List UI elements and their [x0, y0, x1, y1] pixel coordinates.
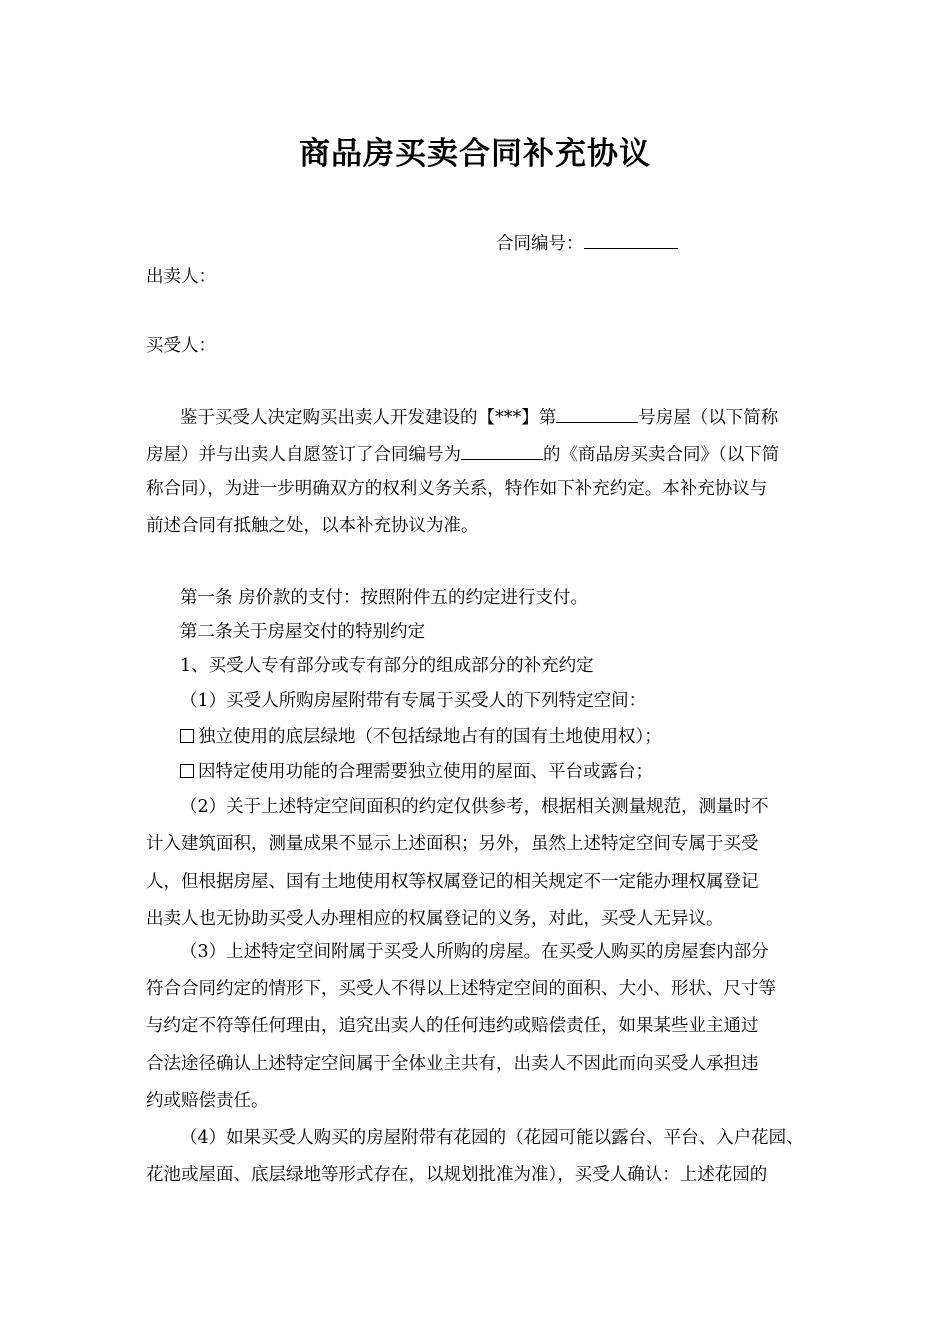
intro-text: 号房屋（以下简称: [638, 408, 779, 428]
clause-2-line: 出卖人也无协助买受人办理相应的权属登记的义务，对此，买受人无异议。: [146, 909, 724, 929]
checkbox[interactable]: [180, 764, 194, 778]
clause-1: （1）买受人所购房屋附带有专属于买受人的下列特定空间：: [180, 691, 647, 711]
contract-number-label: 合同编号：: [496, 234, 584, 254]
intro-text: 房屋）并与出卖人自愿签订了合同编号为: [146, 445, 461, 465]
option-ground-greenland[interactable]: [180, 725, 870, 749]
intro-line: [180, 402, 870, 430]
clause-3-line: 约或赔偿责任。: [146, 1091, 269, 1111]
clause-2-line: （2）关于上述特定空间面积的约定仅供参考，根据相关测量规范，测量时不: [180, 797, 769, 817]
clause-2-line: 计入建筑面积，测量成果不显示上述面积；另外，虽然上述特定空间专属于买受: [146, 834, 759, 854]
intro-line: 前述合同有抵触之处，以本补充协议为准。: [146, 516, 479, 536]
document-title: 商品房买卖合同补充协议: [299, 136, 651, 172]
clause-3-line: 符合合同约定的情形下，买受人不得以上述特定空间的面积、大小、形状、尺寸等: [146, 979, 776, 999]
intro-text: 鉴于买受人决定购买出卖人开发建设的【***】第: [180, 408, 557, 428]
section-1-heading: 1、买受人专有部分或专有部分的组成部分的补充约定: [180, 656, 594, 676]
clause-3-line: 合法途径确认上述特定空间属于全体业主共有，出卖人不因此而向买受人承担违: [146, 1054, 759, 1074]
buyer-label: 买受人：: [146, 336, 216, 356]
clause-4-line: 花池或屋面、底层绿地等形式存在，以规划批准为准），买受人确认：上述花园的: [146, 1165, 768, 1185]
checkbox[interactable]: [180, 729, 194, 743]
article-1: 第一条 房价款的支付：按照附件五的约定进行支付。: [180, 588, 589, 608]
clause-3-line: 与约定不符等任何理由，追究出卖人的任何违约或赔偿责任，如果某些业主通过: [146, 1016, 759, 1036]
contract-ref-blank[interactable]: [461, 439, 543, 460]
house-number-blank[interactable]: [556, 402, 638, 423]
clause-4-line: （4）如果买受人购买的房屋附带有花园的（花园可能以露台、平台、入户花园、: [180, 1128, 804, 1148]
option-label: 因特定使用功能的合理需要独立使用的屋面、平台或露台；: [198, 762, 653, 782]
clause-3-line: （3）上述特定空间附属于买受人所购的房屋。在买受人购买的房屋套内部分: [180, 942, 769, 962]
intro-line: [146, 439, 836, 467]
option-label: 独立使用的底层绿地（不包括绿地占有的国有土地使用权）；: [198, 727, 662, 747]
contract-number-blank[interactable]: [584, 228, 678, 249]
intro-text: 的《商品房买卖合同》（以下简: [543, 445, 780, 465]
contract-number-line: [496, 228, 950, 256]
article-2-heading: 第二条关于房屋交付的特别约定: [180, 622, 425, 642]
option-roof-terrace[interactable]: [180, 760, 870, 784]
seller-label: 出卖人：: [146, 267, 216, 287]
clause-2-line: 人，但根据房屋、国有土地使用权等权属登记的相关规定不一定能办理权属登记: [146, 872, 759, 892]
intro-line: 称合同），为进一步明确双方的权利义务关系，特作如下补充约定。本补充协议与: [146, 479, 768, 499]
